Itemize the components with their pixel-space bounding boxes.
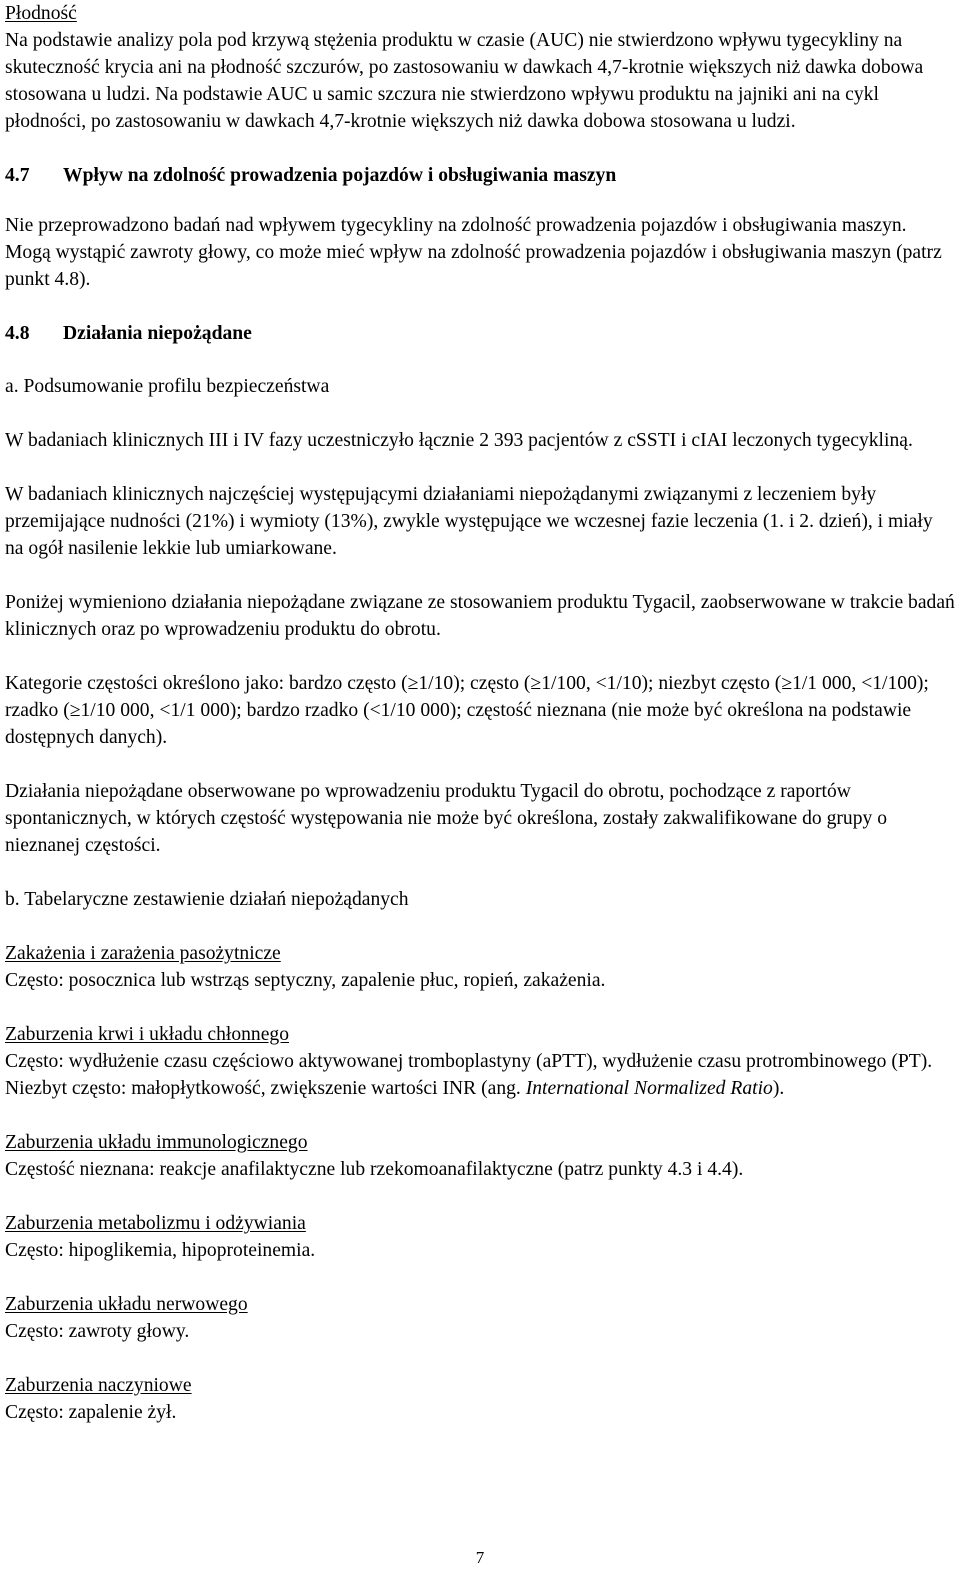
frequency-line: Często: zawroty głowy. — [5, 1321, 190, 1342]
organ-class-heading: Zaburzenia układu immunologicznego — [5, 1132, 308, 1153]
section-4-7-paragraph: Nie przeprowadzono badań nad wpływem tygecykliny na zdolność prowadzenia pojazdów i obsługiwania maszyn. Mogą wystąpić zawroty głowy, co może mieć wpływ na zdolność prowadzenia pojazdów i obsługiwania maszyn (patrz punkt 4.8). — [5, 215, 942, 290]
paragraph: W badaniach klinicznych III i IV fazy uczestniczyło łącznie 2 393 pacjentów z cSSTI i cIAI leczonych tygecykliną. — [5, 430, 913, 451]
subsection-b-heading: b. Tabelaryczne zestawienie działań niepożądanych — [5, 889, 409, 910]
page-number: 7 — [475, 1548, 485, 1567]
paragraph: W badaniach klinicznych najczęściej występującymi działaniami niepożądanymi związanymi z leczeniem były przemijające nudności (21%) i wymioty (13%), zwykle występujące we wczesnej fazie leczenia (1. i 2. dzień), i miały na ogół nasilenie lekkie lub umiarkowane. — [5, 484, 933, 559]
fertility-paragraph: Na podstawie analizy pola pod krzywą stężenia produktu w czasie (AUC) nie stwierdzono wpływu tygecykliny na skuteczność krycia ani na płodność szczurów, po zastosowaniu w dawkach 4,7-krotnie większych niż dawka dobowa stosowana u ludzi. Na podstawie AUC u samic szczura nie stwierdzono wpływu produktu na jajniki ani na cykl płodności, po zastosowaniu w dawkach 4,7-krotnie większych niż dawka dobowa stosowana u ludzi. — [5, 30, 924, 132]
adverse-group — [5, 1291, 955, 1345]
adverse-group — [5, 1129, 955, 1183]
text-run: ). — [772, 1078, 785, 1099]
subsection-a-heading: a. Podsumowanie profilu bezpieczeństwa — [5, 376, 330, 397]
paragraph: Poniżej wymieniono działania niepożądane związane ze stosowaniem produktu Tygacil, zaobserwowane w trakcie badań klinicznych oraz po wprowadzeniu produktu do obrotu. — [5, 592, 955, 640]
section-title: Działania niepożądane — [63, 323, 252, 344]
organ-class-heading: Zaburzenia naczyniowe — [5, 1375, 192, 1396]
frequency-line: Często: wydłużenie czasu częściowo aktywowanej tromboplastyny (aPTT), wydłużenie czasu protrombinowego (PT). — [5, 1051, 933, 1072]
section-4-8-heading — [5, 320, 955, 347]
organ-class-heading: Zaburzenia metabolizmu i odżywiania — [5, 1213, 306, 1234]
frequency-categories-paragraph: Kategorie częstości określono jako: bardzo często (≥1/10); często (≥1/100, <1/10); niezbyt często (≥1/1 000, <1/100); rzadko (≥1/10 000, <1/1 000); bardzo rzadko (<1/10 000); częstość nieznana (nie może być określona na podstawie dostępnych danych). — [5, 673, 929, 748]
text-run: Niezbyt często: małopłytkowość, zwiększenie wartości INR (ang. — [5, 1078, 526, 1099]
frequency-line — [5, 1075, 955, 1102]
adverse-group — [5, 1210, 955, 1264]
section-number: 4.8 — [5, 323, 30, 344]
frequency-line: Często: hipoglikemia, hipoproteinemia. — [5, 1240, 316, 1261]
italic-term: International Normalized Ratio — [525, 1078, 773, 1099]
organ-class-heading: Zaburzenia układu nerwowego — [5, 1294, 248, 1315]
adverse-group — [5, 1021, 955, 1102]
frequency-line: Częstość nieznana: reakcje anafilaktyczne lub rzekomoanafilaktyczne (patrz punkty 4.3 i 4.4). — [5, 1159, 744, 1180]
paragraph: Działania niepożądane obserwowane po wprowadzeniu produktu Tygacil do obrotu, pochodzące z raportów spontanicznych, w których częstość występowania nie może być określona, zostały zakwalifikowane do grupy o nieznanej częstości. — [5, 781, 887, 856]
frequency-line: Często: posocznica lub wstrząs septyczny, zapalenie płuc, ropień, zakażenia. — [5, 970, 606, 991]
organ-class-heading: Zakażenia i zarażenia pasożytnicze — [5, 943, 281, 964]
section-4-7-heading — [5, 162, 955, 189]
frequency-line: Często: zapalenie żył. — [5, 1402, 177, 1423]
section-number: 4.7 — [5, 165, 30, 186]
organ-class-heading: Zaburzenia krwi i układu chłonnego — [5, 1024, 290, 1045]
section-title: Wpływ na zdolność prowadzenia pojazdów i obsługiwania maszyn — [63, 165, 617, 186]
fertility-heading: Płodność — [5, 3, 77, 24]
adverse-group — [5, 940, 955, 994]
adverse-group — [5, 1372, 955, 1426]
document-page — [5, 0, 955, 1426]
